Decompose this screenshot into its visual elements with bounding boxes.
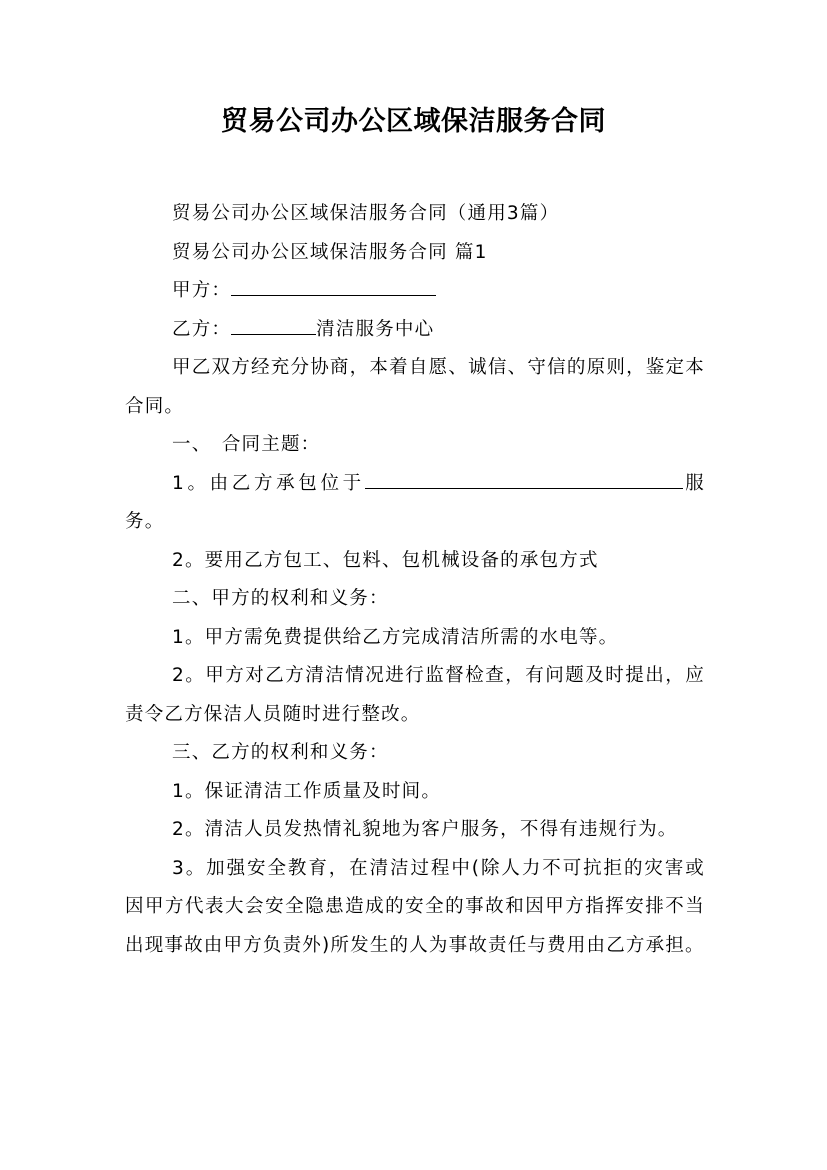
section-1-item-1 <box>125 465 705 542</box>
section-1-item-2: 2。要用乙方包工、包料、包机械设备的承包方式 <box>172 549 599 571</box>
section-1-heading: 一、 合同主题： <box>172 434 321 455</box>
party-a-line <box>125 272 705 311</box>
document-title: 贸易公司办公区域保洁服务合同 <box>221 106 606 137</box>
party-b-suffix: 清洁服务中心 <box>316 318 435 340</box>
intro-paragraph: 甲乙双方经充分协商，本着自愿、诚信、守信的原则，鉴定本合同。 <box>125 357 705 417</box>
s1-item1-prefix: 1。由乙方承包位于 <box>172 472 365 494</box>
part-heading: 贸易公司办公区域保洁服务合同 篇1 <box>172 241 488 263</box>
party-b-line <box>125 311 705 350</box>
section-3-heading: 三、乙方的权利和义务： <box>172 742 389 763</box>
party-a-label: 甲方： <box>172 280 232 301</box>
party-b-blank <box>231 314 316 335</box>
section-3-item-1: 1。保证清洁工作质量及时间。 <box>172 780 442 802</box>
contract-subtitle: 贸易公司办公区域保洁服务合同（通用3篇） <box>172 203 560 224</box>
section-2-item-1: 1。甲方需免费提供给乙方完成清洁所需的水电等。 <box>172 626 619 648</box>
location-blank <box>365 468 683 489</box>
party-a-blank <box>231 275 436 296</box>
section-3-item-3: 3。加强安全教育，在清洁过程中(除人力不可抗拒的灾害或因甲方代表大会安全隐患造成的安全的事故和因甲方指挥安排不当出现事故由甲方负责外)所发生的人为事故责任与费用由乙方承担。 <box>125 857 705 956</box>
party-b-label: 乙方： <box>172 318 232 340</box>
s1-item1-suffix: 服务。 <box>125 472 706 532</box>
section-2-heading: 二、甲方的权利和义务： <box>172 588 389 609</box>
section-3-item-2: 2。清洁人员发热情礼貌地为客户服务，不得有违规行为。 <box>172 819 678 840</box>
document-body <box>125 195 705 965</box>
section-2-item-2: 2。甲方对乙方清洁情况进行监督检查，有问题及时提出，应责令乙方保洁人员随时进行整改。 <box>125 665 705 725</box>
